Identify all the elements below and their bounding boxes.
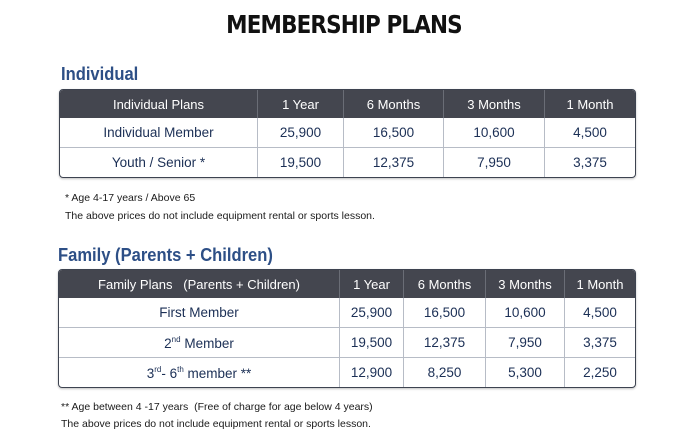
column-header-6-months: 6 Months xyxy=(343,90,443,118)
price-6-months: 16,500 xyxy=(343,118,443,147)
column-header-1-month: 1 Month xyxy=(564,270,635,298)
table-row xyxy=(60,147,635,177)
plan-label: First Member xyxy=(159,305,239,320)
ordinal-suffix: rd xyxy=(154,364,162,374)
price-1-month: 4,500 xyxy=(564,298,635,327)
price-3-months: 10,600 xyxy=(485,298,564,327)
individual-heading: Individual xyxy=(61,64,139,84)
table-row xyxy=(59,327,635,357)
price-3-months: 10,600 xyxy=(443,118,544,147)
table-header-row xyxy=(59,270,635,298)
plan-label xyxy=(59,327,339,357)
column-header-6-months: 6 Months xyxy=(403,270,485,298)
family-heading: Family (Parents + Children) xyxy=(58,245,273,265)
price-3-months: 5,300 xyxy=(485,357,564,387)
column-header-1-year: 1 Year xyxy=(339,270,403,298)
price-1-year: 19,500 xyxy=(257,147,343,177)
price-6-months: 8,250 xyxy=(403,357,485,387)
individual-age-note: * Age 4-17 years / Above 65 xyxy=(65,192,196,204)
price-1-year: 25,900 xyxy=(257,118,343,147)
price-6-months: 12,375 xyxy=(343,147,443,177)
price-1-year: 19,500 xyxy=(339,327,403,357)
page-title: MEMBERSHIP PLANS xyxy=(226,10,462,39)
price-1-year: 25,900 xyxy=(339,298,403,327)
member-number: 2 xyxy=(164,335,172,351)
family-price-note: The above prices do not include equipment rental or sports lesson. xyxy=(61,418,371,430)
column-header-1-month: 1 Month xyxy=(544,90,635,118)
price-1-month: 2,250 xyxy=(564,357,635,387)
price-1-month: 4,500 xyxy=(544,118,635,147)
table-row xyxy=(59,298,635,327)
column-header-plan: Family Plans (Parents + Children) xyxy=(59,270,339,298)
member-range: - 6 xyxy=(161,365,178,381)
column-header-3-months: 3 Months xyxy=(443,90,544,118)
ordinal-suffix: th xyxy=(177,364,184,374)
price-3-months: 7,950 xyxy=(443,147,544,177)
plan-label: Youth / Senior * xyxy=(60,147,257,177)
price-3-months: 7,950 xyxy=(485,327,564,357)
price-1-month: 3,375 xyxy=(544,147,635,177)
table-row xyxy=(60,118,635,147)
family-price-table xyxy=(58,269,636,388)
table-header-row xyxy=(60,90,635,118)
price-1-month: 3,375 xyxy=(564,327,635,357)
plan-label: Individual Member xyxy=(103,125,214,140)
individual-price-table xyxy=(59,89,636,178)
column-header-1-year: 1 Year xyxy=(257,90,343,118)
family-age-note: ** Age between 4 -17 years (Free of charge for age below 4 years) xyxy=(61,401,373,413)
member-label: member ** xyxy=(183,365,252,381)
column-header-3-months: 3 Months xyxy=(485,270,564,298)
individual-price-note: The above prices do not include equipment rental or sports lesson. xyxy=(65,210,375,222)
column-header-plan: Individual Plans xyxy=(60,90,257,118)
price-1-year: 12,900 xyxy=(339,357,403,387)
price-6-months: 16,500 xyxy=(403,298,485,327)
table-row xyxy=(59,357,635,387)
price-6-months: 12,375 xyxy=(403,327,485,357)
ordinal-suffix: nd xyxy=(171,334,181,344)
member-label: Member xyxy=(180,335,234,351)
plan-label xyxy=(59,357,339,387)
member-number: 3 xyxy=(146,365,155,381)
